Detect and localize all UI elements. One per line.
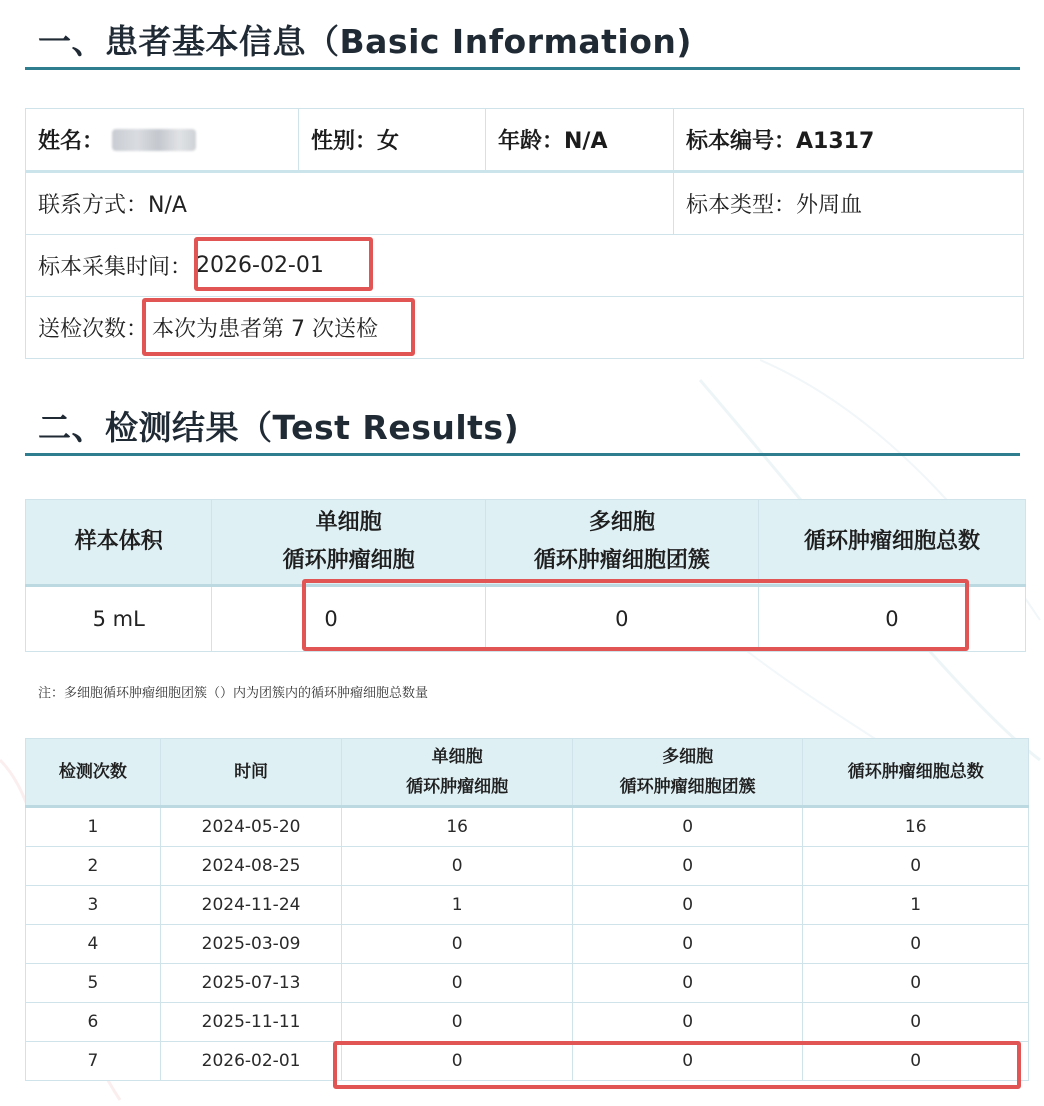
test-number-cell: 4 — [26, 925, 161, 964]
info-row — [25, 297, 1024, 359]
patient-name-cell — [26, 109, 299, 170]
header-single-ctc: 单细胞 循环肿瘤细胞 — [212, 500, 485, 586]
header-ctc-total: 循环肿瘤细胞总数 — [758, 500, 1025, 586]
single-ctc-cell: 0 — [342, 847, 573, 886]
collection-time — [26, 235, 1023, 296]
test-number-cell: 5 — [26, 964, 161, 1003]
section-divider — [25, 453, 1020, 456]
contact-info: 联系方式：N/A — [26, 173, 674, 234]
sample-id: 标本编号：A1317 — [686, 129, 875, 154]
test-number-cell: 6 — [26, 1003, 161, 1042]
test-date-cell: 2026-02-01 — [160, 1042, 342, 1081]
test-date-cell: 2024-08-25 — [160, 847, 342, 886]
table-footnote: 注：多细胞循环肿瘤细胞团簇（）内为团簇内的循环肿瘤细胞总数量 — [38, 686, 429, 701]
ctc-cluster-value: 0 — [485, 586, 758, 652]
table-row — [26, 964, 1029, 1003]
info-row — [25, 108, 1024, 173]
ctc-total-cell: 0 — [803, 1003, 1029, 1042]
single-ctc-cell: 0 — [342, 925, 573, 964]
submission-count — [26, 297, 1023, 358]
ctc-cluster-cell: 0 — [572, 886, 803, 925]
table-row — [26, 886, 1029, 925]
info-row — [25, 235, 1024, 297]
section-title-basic-info: 一、患者基本信息（Basic Information) — [38, 22, 692, 61]
ctc-cluster-cell: 0 — [572, 964, 803, 1003]
patient-info-table — [25, 108, 1024, 359]
table-row — [26, 925, 1029, 964]
test-number-cell: 2 — [26, 847, 161, 886]
table-row — [26, 1003, 1029, 1042]
ctc-cluster-cell: 0 — [572, 1042, 803, 1081]
redacted-name — [112, 129, 196, 151]
ctc-total-cell: 0 — [803, 964, 1029, 1003]
header-single-ctc: 单细胞 循环肿瘤细胞 — [342, 739, 573, 807]
single-ctc-cell: 1 — [342, 886, 573, 925]
patient-gender: 性别：女 — [299, 109, 486, 170]
patient-name-label: 姓名： — [38, 129, 105, 154]
section-divider — [25, 67, 1020, 70]
submission-count-label: 送检次数： — [38, 317, 149, 342]
header-ctc-cluster: 多细胞 循环肿瘤细胞团簇 — [485, 500, 758, 586]
test-date-cell: 2025-03-09 — [160, 925, 342, 964]
test-number-cell: 7 — [26, 1042, 161, 1081]
current-results-table — [25, 499, 1026, 652]
ctc-total-cell: 16 — [803, 807, 1029, 847]
single-ctc-cell: 16 — [342, 807, 573, 847]
ctc-cluster-cell: 0 — [572, 847, 803, 886]
test-date-cell: 2025-07-13 — [160, 964, 342, 1003]
ctc-total-cell: 0 — [803, 925, 1029, 964]
collection-time-value: 2026-02-01 — [196, 253, 324, 278]
header-test-date: 时间 — [160, 739, 342, 807]
single-ctc-cell: 0 — [342, 964, 573, 1003]
ctc-total-cell: 1 — [803, 886, 1029, 925]
collection-time-label: 标本采集时间： — [38, 255, 193, 280]
patient-age: 年龄：N/A — [486, 109, 674, 170]
info-row — [25, 173, 1024, 235]
header-ctc-cluster: 多细胞 循环肿瘤细胞团簇 — [572, 739, 803, 807]
ctc-total-cell: 0 — [803, 1042, 1029, 1081]
table-row — [26, 807, 1029, 847]
test-number-cell: 1 — [26, 807, 161, 847]
header-test-number: 检测次数 — [26, 739, 161, 807]
history-results-table — [25, 738, 1029, 1081]
single-ctc-value: 0 — [212, 586, 485, 652]
ctc-cluster-cell: 0 — [572, 1003, 803, 1042]
test-number-cell: 3 — [26, 886, 161, 925]
test-date-cell: 2024-05-20 — [160, 807, 342, 847]
history-table-body — [26, 807, 1029, 1081]
section-title-test-results: 二、检测结果（Test Results) — [38, 408, 520, 447]
table-row — [26, 847, 1029, 886]
test-date-cell: 2024-11-24 — [160, 886, 342, 925]
table-row — [26, 1042, 1029, 1081]
test-date-cell: 2025-11-11 — [160, 1003, 342, 1042]
sample-type: 标本类型：外周血 — [686, 193, 863, 218]
header-sample-volume: 样本体积 — [26, 500, 212, 586]
ctc-total-cell: 0 — [803, 847, 1029, 886]
header-ctc-total: 循环肿瘤细胞总数 — [803, 739, 1029, 807]
ctc-total-value: 0 — [758, 586, 1025, 652]
ctc-cluster-cell: 0 — [572, 807, 803, 847]
ctc-cluster-cell: 0 — [572, 925, 803, 964]
sample-volume-value: 5 mL — [26, 586, 212, 652]
single-ctc-cell: 0 — [342, 1042, 573, 1081]
single-ctc-cell: 0 — [342, 1003, 573, 1042]
table-row — [26, 586, 1026, 652]
submission-count-value: 本次为患者第 7 次送检 — [152, 317, 378, 342]
